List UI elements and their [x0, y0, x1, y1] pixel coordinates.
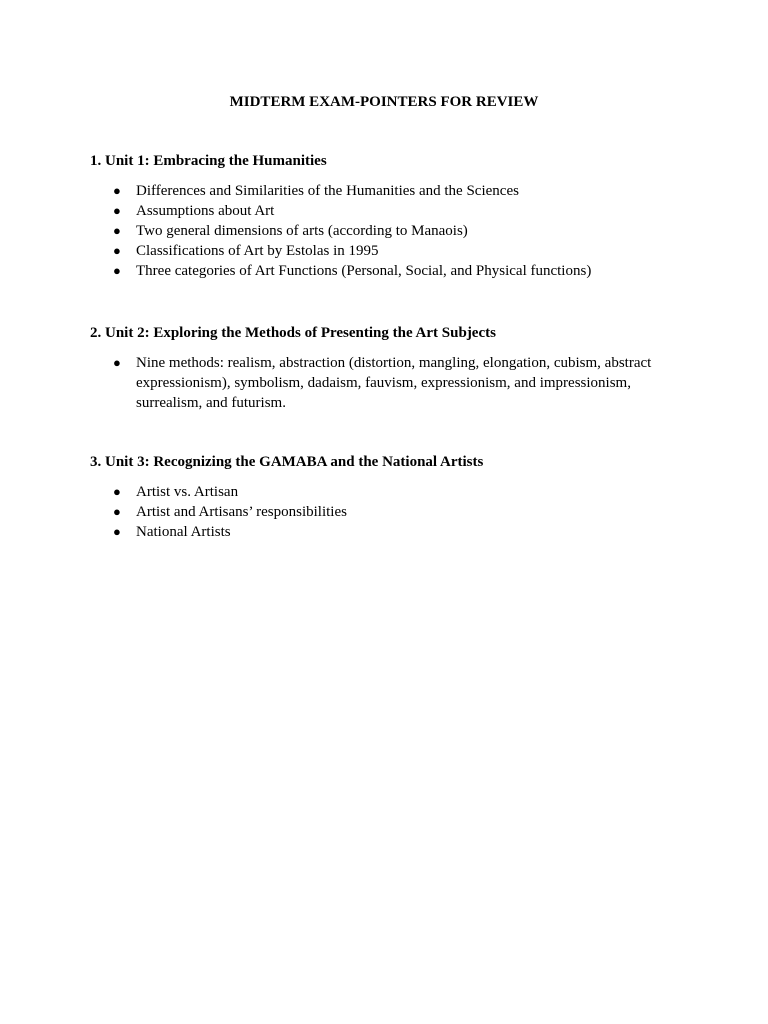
section-heading: 2. Unit 2: Exploring the Methods of Presenting the Art Subjects [90, 325, 496, 341]
list-item-text: Assumptions about Art [136, 203, 275, 219]
list-item-text: Artist and Artisans’ responsibilities [136, 504, 347, 520]
list-item [90, 181, 690, 201]
bullet-dot-icon: ● [113, 355, 121, 370]
list-item-text: Three categories of Art Functions (Personal, Social, and Physical functions) [136, 263, 592, 279]
section-heading: 3. Unit 3: Recognizing the GAMABA and the National Artists [90, 454, 484, 470]
list-item-text: Artist vs. Artisan [136, 484, 239, 500]
list-item [90, 221, 690, 241]
bullet-dot-icon: ● [113, 263, 121, 278]
section-unit-1 [90, 152, 690, 281]
list-item-text: National Artists [136, 524, 231, 540]
list-item-text: Classifications of Art by Estolas in 1995 [136, 243, 379, 259]
bullet-list [90, 181, 690, 281]
list-item [90, 241, 690, 261]
list-item [90, 522, 690, 542]
list-item [90, 353, 690, 413]
bullet-dot-icon: ● [113, 223, 121, 238]
bullet-dot-icon: ● [113, 524, 121, 539]
list-item [90, 482, 690, 502]
list-item [90, 201, 690, 221]
section-heading: 1. Unit 1: Embracing the Humanities [90, 153, 327, 169]
bullet-dot-icon: ● [113, 504, 121, 519]
bullet-dot-icon: ● [113, 203, 121, 218]
list-item [90, 261, 690, 281]
bullet-dot-icon: ● [113, 484, 121, 499]
list-item [90, 502, 690, 522]
section-unit-3 [90, 453, 690, 542]
list-item-text: Nine methods: realism, abstraction (distortion, mangling, elongation, cubism, abstract expressionism), symbolism, dadaism, fauvism, expressionism, and impressionism, surrealism, and futurism. [136, 355, 652, 411]
list-item-text: Two general dimensions of arts (according to Manaois) [136, 223, 468, 239]
bullet-list [90, 482, 690, 542]
bullet-dot-icon: ● [113, 183, 121, 198]
bullet-dot-icon: ● [113, 243, 121, 258]
bullet-list [90, 353, 690, 413]
section-unit-2 [90, 324, 690, 413]
list-item-text: Differences and Similarities of the Humanities and the Sciences [136, 183, 519, 199]
page-title: MIDTERM EXAM-POINTERS FOR REVIEW [229, 94, 539, 110]
